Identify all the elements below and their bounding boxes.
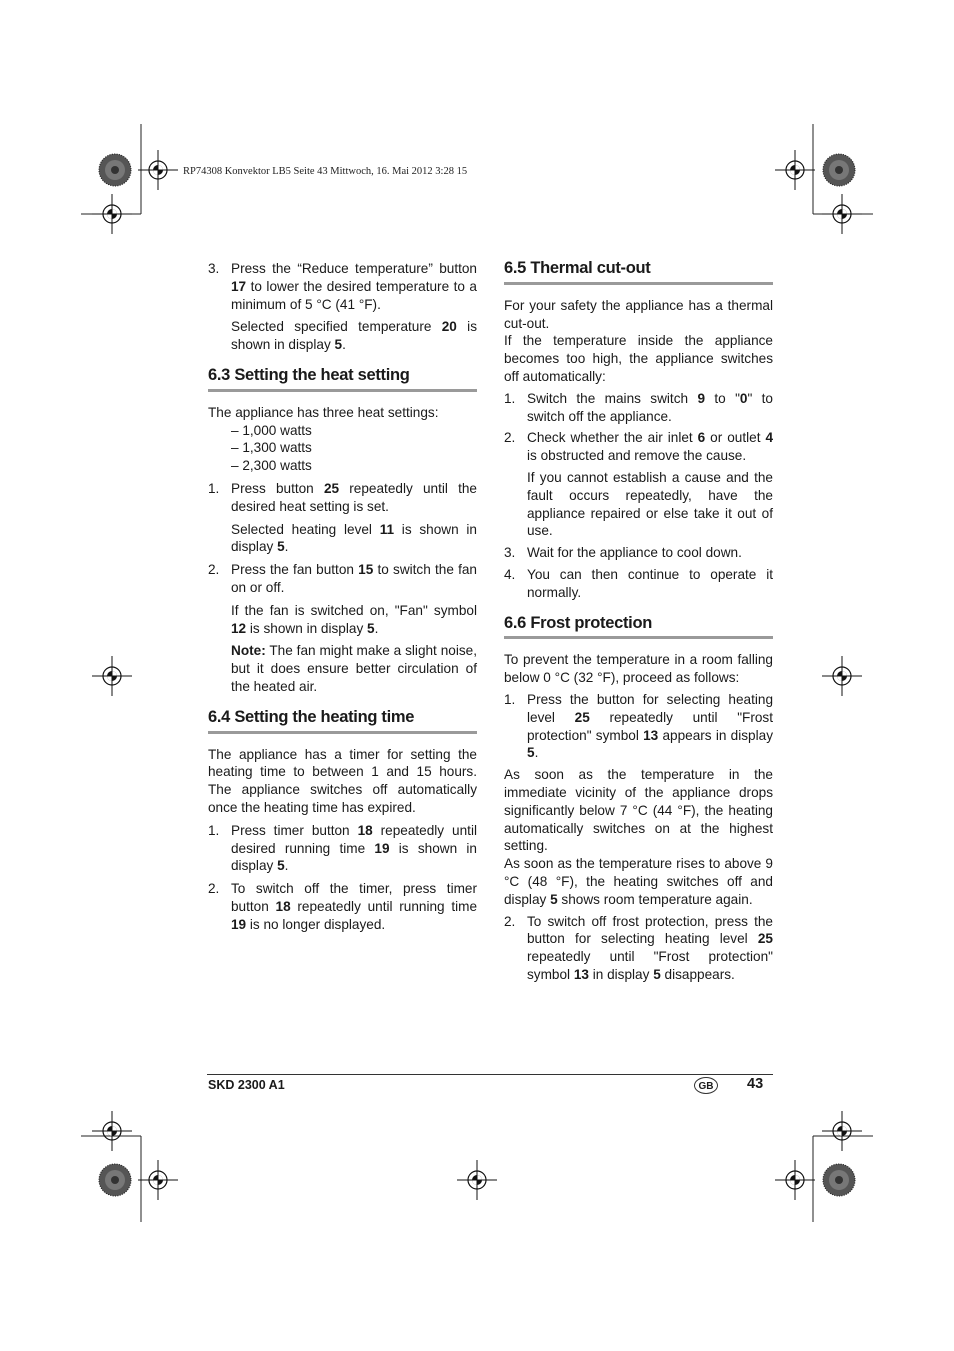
list-item: 1. Press button 25 repeatedly until the desired heat setting is set. xyxy=(208,480,477,514)
list-item: – 1,300 watts xyxy=(231,440,312,456)
page-number: 43 xyxy=(747,1076,764,1092)
list-item: 2. To switch off the timer, press timer button 18 repeatedly until running time 19 is no longer displayed. xyxy=(208,881,477,932)
list-item: – 1,000 watts xyxy=(231,422,312,438)
language-badge: GB xyxy=(694,1077,718,1094)
list-item: 1. Press the button for selecting heating level 25 repeatedly until "Frost protection" symbol 13 appears in display 5. xyxy=(504,691,774,761)
right-column xyxy=(504,260,773,984)
list-item-note: If you cannot establish a cause and the fault occurs repeatedly, have the appliance repaired or else take it out of use. xyxy=(527,469,773,539)
section-heading-6-6: 6.6 Frost protection xyxy=(504,615,773,640)
paragraph: As soon as the temperature in the immediate vicinity of the appliance drops significantly below 7 °C (44 °F), the heating automatically switches on at the highest setting. xyxy=(504,767,773,854)
list-item: 2. Check whether the air inlet 6 or outlet 4 is obstructed and remove the cause. xyxy=(504,430,774,464)
note: Note: The fan might make a slight noise, but it does ensure better circulation of the heated air. xyxy=(231,643,477,694)
footer-rule xyxy=(207,1074,773,1075)
print-slug: RP74308 Konvektor LB5 Seite 43 Mittwoch, 16. Mai 2012 3:28 15 xyxy=(183,166,468,177)
paragraph: If the temperature inside the appliance becomes too high, the appliance switches off automatically: xyxy=(504,333,773,384)
list-item-note: Selected specified temperature 20 is shown in display 5. xyxy=(231,319,477,353)
list-item: 1. Press timer button 18 repeatedly until desired running time 19 is shown in display 5. xyxy=(208,822,477,874)
list-item: 2. To switch off frost protection, press the button for selecting heating level 25 repeatedly until "Frost protection" symbol 13 in display 5 disappears. xyxy=(504,913,773,982)
paragraph: The appliance has a timer for setting the heating time to between 1 and 15 hours. The appliance switches off automatically once the heating time has expired. xyxy=(208,746,477,815)
list-item-note: Selected heating level 11 is shown in display 5. xyxy=(231,521,477,555)
section-heading-6-4: 6.4 Setting the heating time xyxy=(208,709,477,734)
list-item: 4. You can then continue to operate it normally. xyxy=(504,566,773,600)
paragraph: For your safety the appliance has a thermal cut-out. xyxy=(504,297,773,331)
paragraph: To prevent the temperature in a room falling below 0 °C (32 °F), proceed as follows: xyxy=(504,652,773,686)
left-column xyxy=(208,260,477,934)
list-item: 1. Switch the mains switch 9 to "0" to switch off the appliance. xyxy=(504,390,773,424)
paragraph: As soon as the temperature rises to above 9 °C (48 °F), the heating switches off and display 5 shows room temperature again. xyxy=(504,856,773,907)
section-heading-6-5: 6.5 Thermal cut-out xyxy=(504,260,773,285)
footer-model: SKD 2300 A1 xyxy=(208,1078,285,1092)
list-item-note: If the fan is switched on, "Fan" symbol 12 is shown in display 5. xyxy=(231,602,477,636)
list-item: 2. Press the fan button 15 to switch the fan on or off. xyxy=(208,562,477,595)
list-item: – 2,300 watts xyxy=(231,458,312,474)
paragraph: The appliance has three heat settings: xyxy=(208,404,439,420)
list-item: 3. Press the “Reduce temperature” button 17 to lower the desired temperature to a minimum of 5 °C (41 °F). xyxy=(208,261,477,312)
section-heading-6-3: 6.3 Setting the heat setting xyxy=(208,367,477,392)
list-item: 3. Wait for the appliance to cool down. xyxy=(504,545,742,561)
